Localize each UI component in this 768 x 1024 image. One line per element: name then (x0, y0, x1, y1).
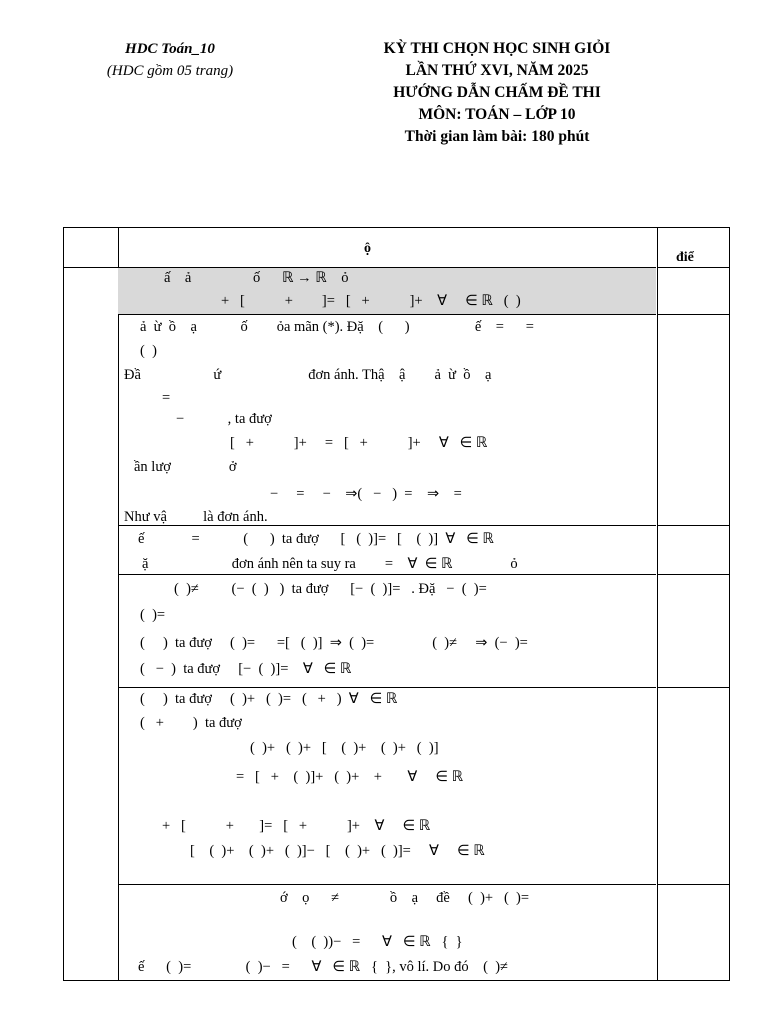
subject-grade: MÔN: TOÁN – LỚP 10 (418, 106, 576, 123)
table-line: ế = ( ) ta đượ [ ( )]= [ ( )] ∀ ∈ ℝ (138, 531, 494, 547)
table-line: ế ( )= ( )− = ∀ ∈ ℝ { }, vô lí. Do đó ( )≠ (138, 959, 509, 975)
row-divider (118, 314, 656, 315)
table-line: ấ ả ố ℝ → ℝ ỏ (164, 270, 349, 286)
table-line: − = − ⇒( − ) = ⇒ = (270, 486, 462, 502)
time-limit: Thời gian làm bài: 180 phút (404, 128, 590, 145)
table-line: ( ) ta đượ ( )= =[ ( )] ⇒ ( )= ( )≠ ⇒ (− )= (140, 635, 528, 651)
row-divider (118, 884, 656, 885)
table-line: + [ + ]= [ + ]+ ∀ ∈ ℝ (162, 818, 431, 834)
table-line: [ ( )+ ( )+ ( )]− [ ( )+ ( )]= ∀ ∈ ℝ (190, 843, 485, 859)
exam-title-block (340, 38, 654, 148)
row-divider (657, 884, 729, 885)
document-type: HƯỚNG DẪN CHẤM ĐỀ THI (393, 84, 601, 101)
table-line: + [ + ]= [ + ]+ ∀ ∈ ℝ ( ) (221, 293, 521, 309)
document-code-block (60, 38, 280, 82)
row-divider (657, 687, 729, 688)
table-line: ( ) (140, 343, 157, 359)
table-line: ( − ) ta đượ [− ( )]= ∀ ∈ ℝ (140, 661, 352, 677)
grading-table (63, 227, 730, 981)
row-divider (657, 267, 729, 268)
table-line: ặ đơn ánh nên ta suy ra = ∀ ∈ ℝ ỏ (142, 556, 518, 572)
table-line: ( ( ))− = ∀ ∈ ℝ { } (292, 934, 463, 950)
table-line: = (162, 390, 171, 406)
table-line: ( + ) ta đượ (140, 715, 242, 731)
table-line: = [ + ( )]+ ( )+ + ∀ ∈ ℝ (236, 769, 464, 785)
table-line: Đầ ứ đơn ánh. Thậ ậ ả ừ ồ ạ (124, 367, 492, 383)
exam-title: KỲ THI CHỌN HỌC SINH GIỎI (383, 40, 611, 57)
table-line: ớ ọ ≠ ồ ạ đề ( )+ ( )= (280, 890, 530, 906)
table-header-points: điể (676, 250, 694, 265)
row-divider (657, 314, 729, 315)
table-line: Như vậ là đơn ánh. (124, 509, 268, 525)
table-header-content: ộ (364, 241, 371, 256)
table-line: ần lượ ở (134, 459, 237, 475)
row-divider (118, 525, 656, 526)
table-line: ( ) ta đượ ( )+ ( )= ( + ) ∀ ∈ ℝ (140, 691, 398, 707)
table-line: ( )= (140, 607, 166, 623)
row-divider (64, 267, 118, 268)
table-line: ( )+ ( )+ [ ( )+ ( )+ ( )] (250, 740, 439, 756)
row-divider (657, 525, 729, 526)
row-divider (118, 687, 656, 688)
table-line: [ + ]+ = [ + ]+ ∀ ∈ ℝ (230, 435, 488, 451)
page-count-note: (HDC gồm 05 trang) (106, 63, 234, 79)
table-line: ả ừ ồ ạ ố ỏa mãn (*). Đặ ( ) ế = = (140, 319, 534, 335)
row-divider (118, 574, 656, 575)
table-line: ( )≠ (− ( ) ) ta đượ [− ( )]= . Đặ − ( )= (174, 581, 487, 597)
exam-edition: LẦN THỨ XVI, NĂM 2025 (405, 62, 589, 79)
row-divider (657, 574, 729, 575)
column-divider-right (657, 228, 658, 980)
table-line: − , ta đượ (176, 411, 272, 427)
column-divider-left (118, 228, 119, 980)
document-code: HDC Toán_10 (125, 41, 215, 57)
